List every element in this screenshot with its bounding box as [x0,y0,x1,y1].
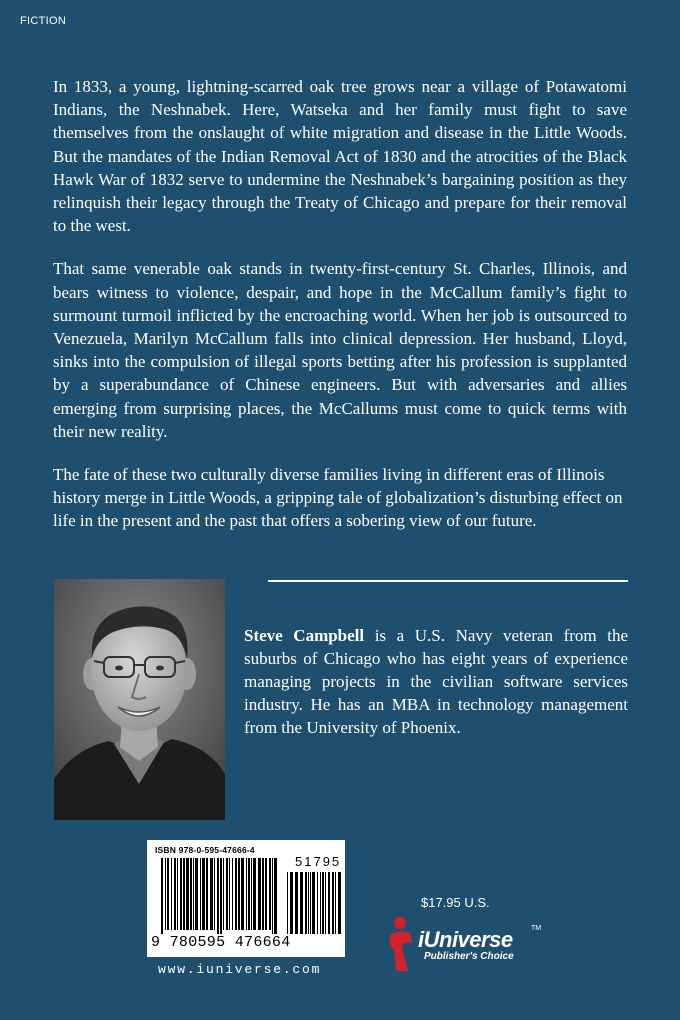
blurb-paragraph-1: In 1833, a young, lightning-scarred oak tree grows near a village of Potawatomi Indians, the Neshnabek. Here, Watseka and her family must fight to save themselves from the onslaught of white migration and disease in the Little Woods. But the mandates of the Indian Removal Act of 1830 and the atrocities of the Black Hawk War of 1832 serve to undermine the Neshnabek’s bargaining position as they relinquish their legacy through the Treaty of Chicago and prepare for their removal to the west. [53,77,627,236]
barcode-bar [269,858,271,930]
barcode-bar [265,858,267,930]
barcode-bar [232,858,233,930]
barcode-bar [251,858,252,930]
barcode-addon-bar [332,872,334,934]
blurb-paragraph-2: That same venerable oak stands in twenty-first-century St. Charles, Illinois, and bears witness to violence, despair, and hope in the McCallum family’s fight to surmount turmoil inflicted by the encroaching world. When her job is outsourced to Venezuela, Marilyn McCallum falls into clinical depression. Her husband, Lloyd, sinks into the compulsion of illegal sports betting after his profession is supplanted by a superabundance of Chinese engineers. But with adversaries and allies emerging from surprising places, the McCallums must come to quick terms with their new reality. [53,259,627,441]
barcode-bar [190,858,192,930]
barcode-bar [186,858,189,930]
barcode-addon-bar [335,872,336,934]
barcode-addon-bar [312,872,315,934]
publisher-tagline: Publisher's Choice [424,951,514,962]
barcode-bar [226,858,228,930]
barcode-bar [258,858,261,930]
author-name: Steve Campbell [244,626,365,645]
barcode-addon-bar [300,872,303,934]
barcode-bar [262,858,264,930]
barcode-bar [248,858,250,930]
barcode-bar [217,858,219,934]
blurb-paragraph-3: The fate of these two culturally diverse families living in different eras of Illinois history merge in Little Woods, a gripping tale of globalization’s disturbing effect on life in the present and the past that offers a sobering view of our future. [53,465,623,531]
barcode-addon-bar [287,872,288,934]
author-portrait-illustration [54,579,225,820]
barcode-bar [220,858,222,934]
ean-digits: 9 780595 476664 [151,934,291,951]
barcode-bar [229,858,230,930]
author-bio-text: is a U.S. Navy veteran from the suburbs of Chicago who has eight years of experience managing projects in the civilian software services industry. He has an MBA in technology management from the University of Phoenix. [244,626,629,737]
barcode-bar [195,858,198,930]
barcode-addon-bar [290,872,293,934]
barcode-bar [206,858,208,930]
publisher-trademark: TM [531,925,542,932]
back-cover-blurb [53,75,627,553]
genre-label: FICTION [20,15,67,27]
barcode-addon-bar [317,872,318,934]
barcode-bar [174,858,176,930]
isbn-label: ISBN 978-0-595-47666-4 [155,845,255,855]
publisher-url[interactable]: www.iuniverse.com [158,962,322,977]
barcode-addon-bar [305,872,307,934]
barcode-addon-bar [295,872,298,934]
author-bio [244,624,628,739]
barcode-addon-bar [308,872,309,934]
divider-rule [268,580,628,582]
barcode-bar [210,858,213,930]
barcode-bar [214,858,215,930]
barcode-addon-bar [338,872,341,934]
barcode-bar [253,858,256,930]
barcode-bar [180,858,182,930]
publisher-logo [386,913,546,973]
barcode-bar [272,858,273,934]
barcode-bar [200,858,201,930]
barcode-bar [193,858,194,930]
barcode-bar [202,858,205,930]
barcode-bar [274,858,277,934]
barcode-addon-bar [322,872,324,934]
isbn-barcode-box [147,840,345,957]
barcode-bar [167,858,169,930]
barcode-bar [177,858,178,930]
barcode-bar [183,858,185,930]
barcode-bar [171,858,172,930]
barcode-addon-bar [310,872,311,934]
author-photo [54,579,225,820]
barcode-bar [246,858,247,930]
barcode-bar [241,858,244,930]
publisher-name: iUniverse [418,927,513,952]
barcode-addon-bar [328,872,330,934]
retail-price: $17.95 U.S. [421,895,490,910]
barcode-bar [165,858,166,930]
barcode-bar [238,858,240,930]
barcode-addon-bar [320,872,321,934]
price-code: 51795 [295,854,342,869]
barcode-bar [223,858,224,930]
barcode-addon-bar [325,872,326,934]
barcode-bar [161,858,163,934]
barcode-bar [235,858,237,930]
